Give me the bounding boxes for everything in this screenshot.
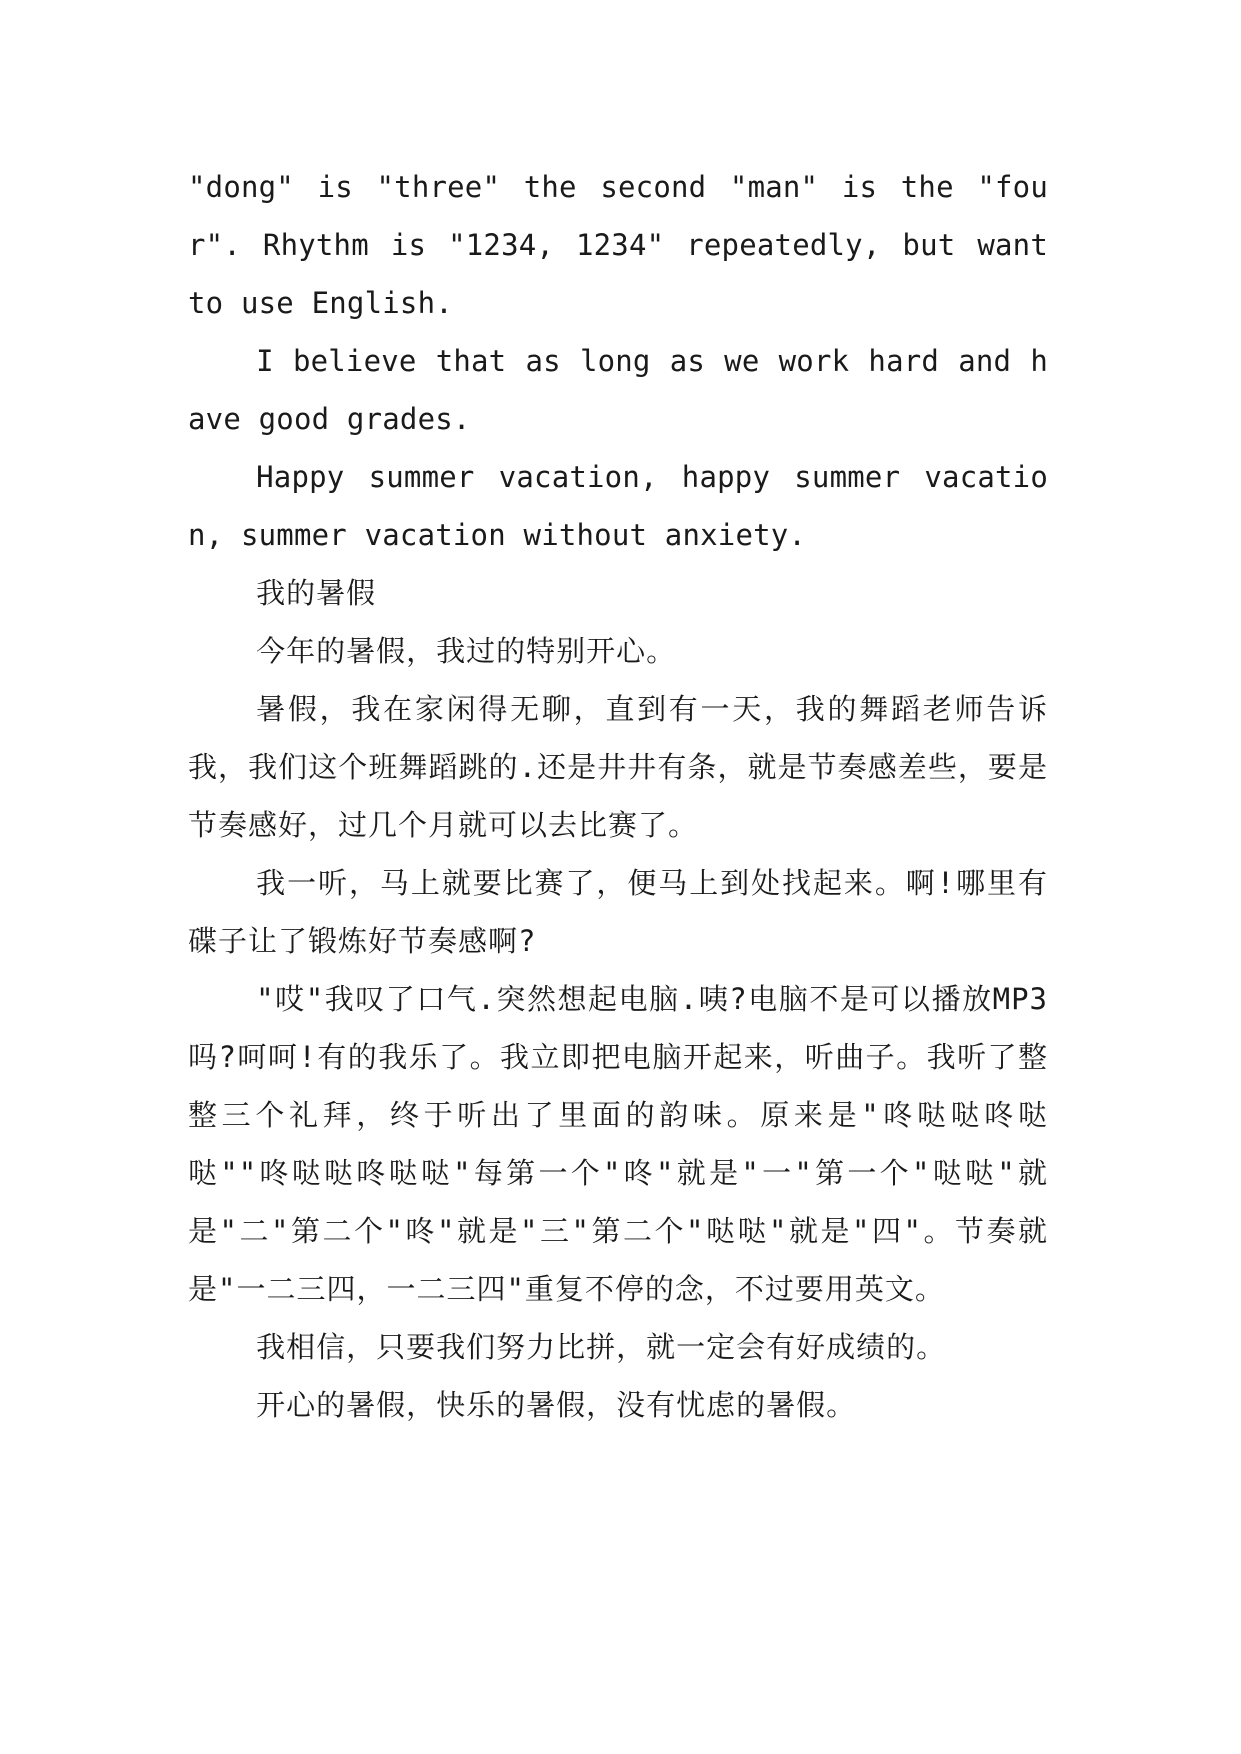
paragraph-chinese-computer: "哎"我叹了口气.突然想起电脑.咦?电脑不是可以播放MP3吗?呵呵!有的我乐了。我立即把电脑开起来，听曲子。我听了整整三个礼拜，终于听出了里面的韵味。原来是"咚哒哒咚哒哒""咚哒哒咚哒哒"每第一个"咚"就是"一"第一个"哒哒"就是"二"第二个"咚"就是"三"第二个"哒哒"就是"四"。节奏就是"一二三四，一二三四"重复不停的念，不过要用英文。: [188, 982, 1048, 1306]
paragraph-english-believe: I believe that as long as we work hard and have good grades.: [188, 344, 1048, 436]
document-body: [188, 158, 1048, 1434]
paragraph-chinese-search: 我一听，马上就要比赛了，便马上到处找起来。啊!哪里有碟子让了锻炼好节奏感啊?: [188, 866, 1048, 958]
paragraph-english-happy-summer: Happy summer vacation, happy summer vacation, summer vacation without anxiety.: [188, 460, 1048, 552]
paragraph-english-rhythm: "dong" is "three" the second "man" is the "four". Rhythm is "1234, 1234" repeatedly, but want to use English.: [188, 170, 1048, 320]
paragraph-chinese-intro: 今年的暑假，我过的特别开心。: [256, 634, 677, 668]
paragraph-chinese-believe: 我相信，只要我们努力比拼，就一定会有好成绩的。: [256, 1330, 947, 1364]
paragraph-chinese-happy-summer: 开心的暑假，快乐的暑假，没有忧虑的暑假。: [256, 1388, 857, 1422]
chinese-title: 我的暑假: [256, 576, 377, 610]
paragraph-chinese-dance-teacher: 暑假，我在家闲得无聊，直到有一天，我的舞蹈老师告诉我，我们这个班舞蹈跳的.还是井井有条，就是节奏感差些，要是节奏感好，过几个月就可以去比赛了。: [188, 692, 1048, 842]
